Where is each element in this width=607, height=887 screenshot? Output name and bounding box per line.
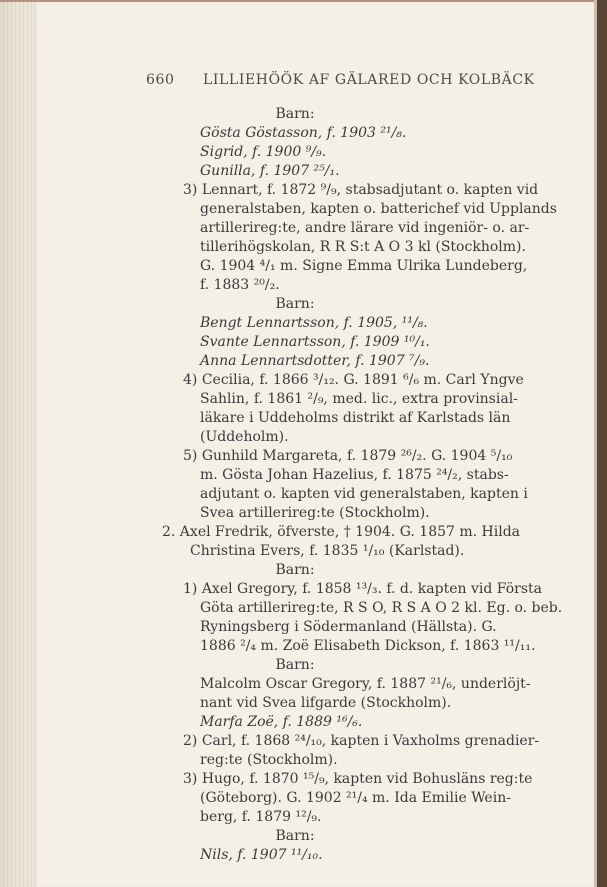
- text-line: Göta artillerireg:te, R S O, R S A O 2 kl. Eg. o. beb.: [200, 600, 563, 616]
- text-line: Christina Evers, f. 1835 ¹/₁₀ (Karlstad).: [190, 543, 465, 559]
- text-line: Anna Lennartsdotter, f. 1907 ⁷/₉.: [200, 353, 430, 369]
- text-line: läkare i Uddeholms distrikt af Karlstads län: [200, 410, 511, 426]
- text-line: f. 1883 ²⁰/₂.: [200, 277, 280, 293]
- text-line: Gösta Göstasson, f. 1903 ²¹/₈.: [200, 125, 407, 141]
- text-line: berg, f. 1879 ¹²/₉.: [200, 809, 322, 825]
- text-line: Svante Lennartsson, f. 1909 ¹⁰/₁.: [200, 334, 430, 350]
- section-heading-barn: Barn:: [275, 828, 315, 844]
- text-line: nant vid Svea lifgarde (Stockholm).: [200, 695, 452, 711]
- running-title: LILLIEHÖÖK AF GÄLARED OCH KOLBÄCK: [203, 72, 535, 88]
- section-heading-barn: Barn:: [275, 296, 315, 312]
- text-line: 1886 ²/₄ m. Zoë Elisabeth Dickson, f. 1863 ¹¹/₁₁.: [200, 638, 536, 654]
- page-gutter: [0, 2, 36, 887]
- text-line: artillerireg:te, andre lärare vid ingeniör- o. ar-: [200, 220, 530, 236]
- text-line: Sigrid, f. 1900 ⁹/₉.: [200, 144, 327, 160]
- text-line: Svea artillerireg:te (Stockholm).: [200, 505, 430, 521]
- page-number: 660: [146, 72, 175, 88]
- text-line: (Göteborg). G. 1902 ²¹/₄ m. Ida Emilie Wein-: [200, 790, 511, 806]
- section-heading-barn: Barn:: [275, 562, 315, 578]
- text-line: G. 1904 ⁴/₁ m. Signe Emma Ulrika Lundeberg,: [200, 258, 528, 274]
- section-heading-barn: Barn:: [275, 657, 315, 673]
- text-line: reg:te (Stockholm).: [200, 752, 338, 768]
- text-line: Ryningsberg i Södermanland (Hällsta). G.: [200, 619, 497, 635]
- text-line: 4) Cecilia, f. 1866 ³/₁₂. G. 1891 ⁶/₆ m. Carl Yngve: [183, 372, 524, 388]
- text-line: tillerihögskolan, R R S:t A O 3 kl (Stockholm).: [200, 239, 526, 255]
- text-line: Bengt Lennartsson, f. 1905, ¹¹/₈.: [200, 315, 428, 331]
- text-line: m. Gösta Johan Hazelius, f. 1875 ²⁴/₂, stabs-: [200, 467, 509, 483]
- text-line: Nils, f. 1907 ¹¹/₁₀.: [200, 847, 323, 863]
- text-line: 3) Lennart, f. 1872 ⁹/₉, stabsadjutant o. kapten vid: [183, 182, 539, 198]
- text-line: Malcolm Oscar Gregory, f. 1887 ²¹/₆, underlöjt-: [200, 676, 531, 692]
- text-line: adjutant o. kapten vid generalstaben, kapten i: [200, 486, 528, 502]
- text-line: Gunilla, f. 1907 ²⁵/₁.: [200, 163, 340, 179]
- text-line: 2) Carl, f. 1868 ²⁴/₁₀, kapten i Vaxholms grenadier-: [183, 733, 540, 749]
- text-line: 1) Axel Gregory, f. 1858 ¹³/₃. f. d. kapten vid Första: [183, 581, 542, 597]
- text-line: Marfa Zoë, f. 1889 ¹⁶/₆.: [200, 714, 363, 730]
- text-line: 3) Hugo, f. 1870 ¹⁵/₉, kapten vid Bohusläns reg:te: [183, 771, 533, 787]
- book-cover-edge: [594, 0, 607, 887]
- text-line: (Uddeholm).: [200, 429, 289, 445]
- text-line: generalstaben, kapten o. batterichef vid Upplands: [200, 201, 557, 217]
- section-heading-barn: Barn:: [275, 106, 315, 122]
- text-line: 2. Axel Fredrik, öfverste, † 1904. G. 1857 m. Hilda: [162, 524, 521, 540]
- text-line: Sahlin, f. 1861 ²/₉, med. lic., extra provinsial-: [200, 391, 518, 407]
- text-line: 5) Gunhild Margareta, f. 1879 ²⁶/₂. G. 1904 ⁵/₁₀: [183, 448, 513, 464]
